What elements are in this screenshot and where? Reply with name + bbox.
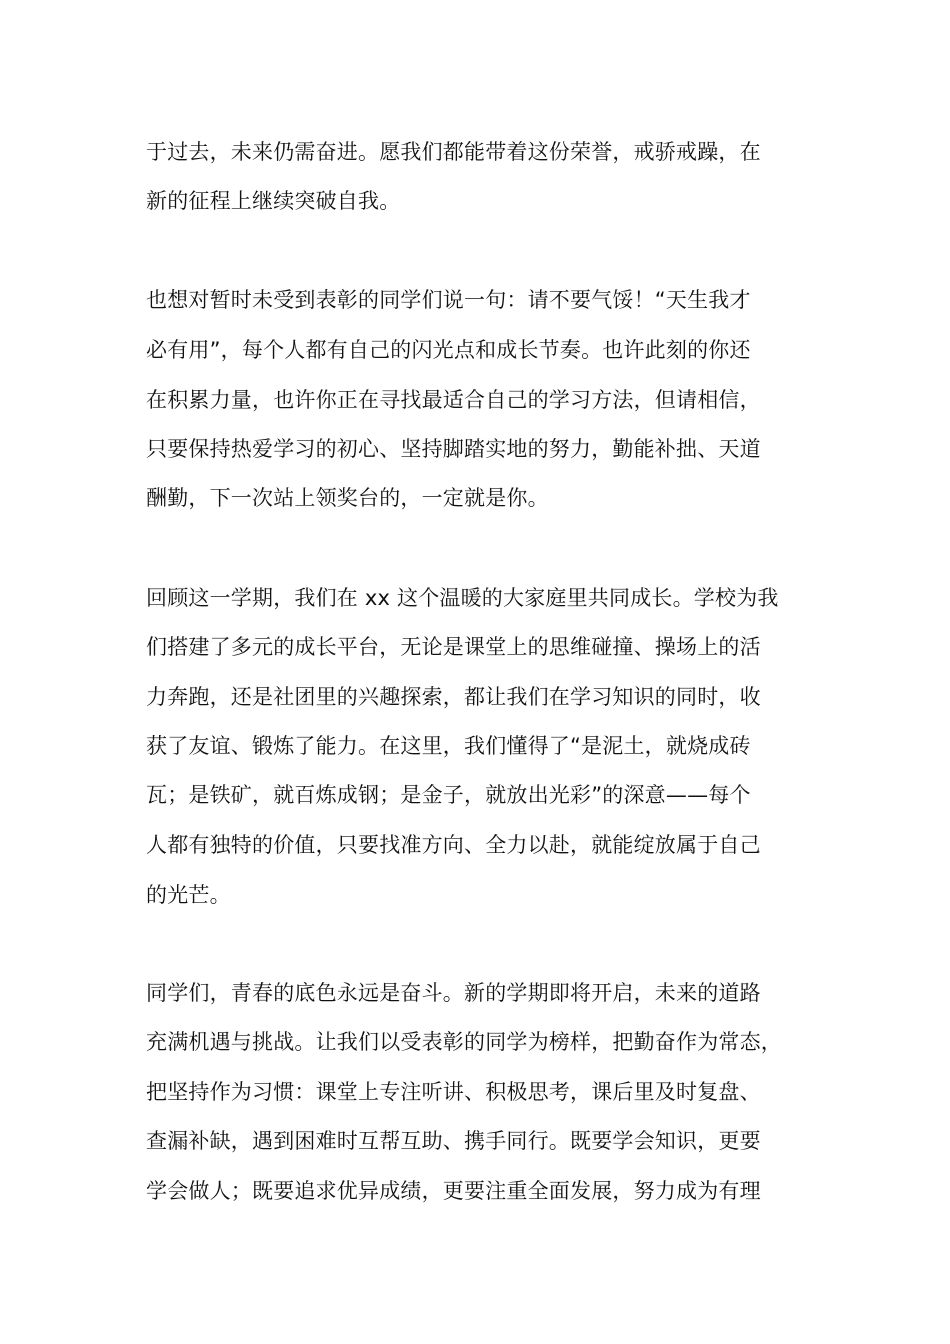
- text-line: 新的征程上继续突破自我。: [146, 189, 401, 213]
- text-line: 人都有独特的价值，只要找准方向、全力以赴，就能绽放属于自己: [146, 833, 761, 857]
- text-line: 充满机遇与挑战。让我们以受表彰的同学为榜样，把勤奋作为常态，: [146, 1030, 782, 1054]
- text-line: 于过去，未来仍需奋进。愿我们都能带着这份荣誉，戒骄戒躁，在: [146, 140, 761, 164]
- text-line: 瓦；是铁矿，就百炼成钢；是金子，就放出光彩”的深意——每个: [146, 783, 751, 807]
- text-line: 只要保持热爱学习的初心、坚持脚踏实地的努力，勤能补拙、天道: [146, 437, 761, 461]
- text-line: 必有用”，每个人都有自己的闪光点和成长节奏。也许此刻的你还: [146, 338, 751, 362]
- text-line: 学会做人；既要追求优异成绩，更要注重全面发展，努力成为有理: [146, 1179, 761, 1203]
- text-line: 力奔跑，还是社团里的兴趣探索，都让我们在学习知识的同时，收: [146, 685, 761, 709]
- text-line: 的光芒。: [146, 883, 231, 907]
- text-line: 酬勤，下一次站上领奖台的，一定就是你。: [146, 486, 549, 510]
- text-line: 把坚持作为习惯：课堂上专注听讲、积极思考，课后里及时复盘、: [146, 1080, 761, 1104]
- text-line: 在积累力量，也许你正在寻找最适合自己的学习方法，但请相信，: [146, 388, 761, 412]
- text-line: 同学们，青春的底色永远是奋斗。新的学期即将开启，未来的道路: [146, 981, 761, 1005]
- text-line: 们搭建了多元的成长平台，无论是课堂上的思维碰撞、操场上的活: [146, 635, 761, 659]
- text-line: 也想对暂时未受到表彰的同学们说一句：请不要气馁！“天生我才: [146, 288, 751, 312]
- text-line: 回顾这一学期，我们在 xx 这个温暖的大家庭里共同成长。学校为我: [146, 586, 779, 610]
- text-line: 获了友谊、锻炼了能力。在这里，我们懂得了“是泥土，就烧成砖: [146, 734, 751, 758]
- text-line: 查漏补缺，遇到困难时互帮互助、携手同行。既要学会知识，更要: [146, 1129, 761, 1153]
